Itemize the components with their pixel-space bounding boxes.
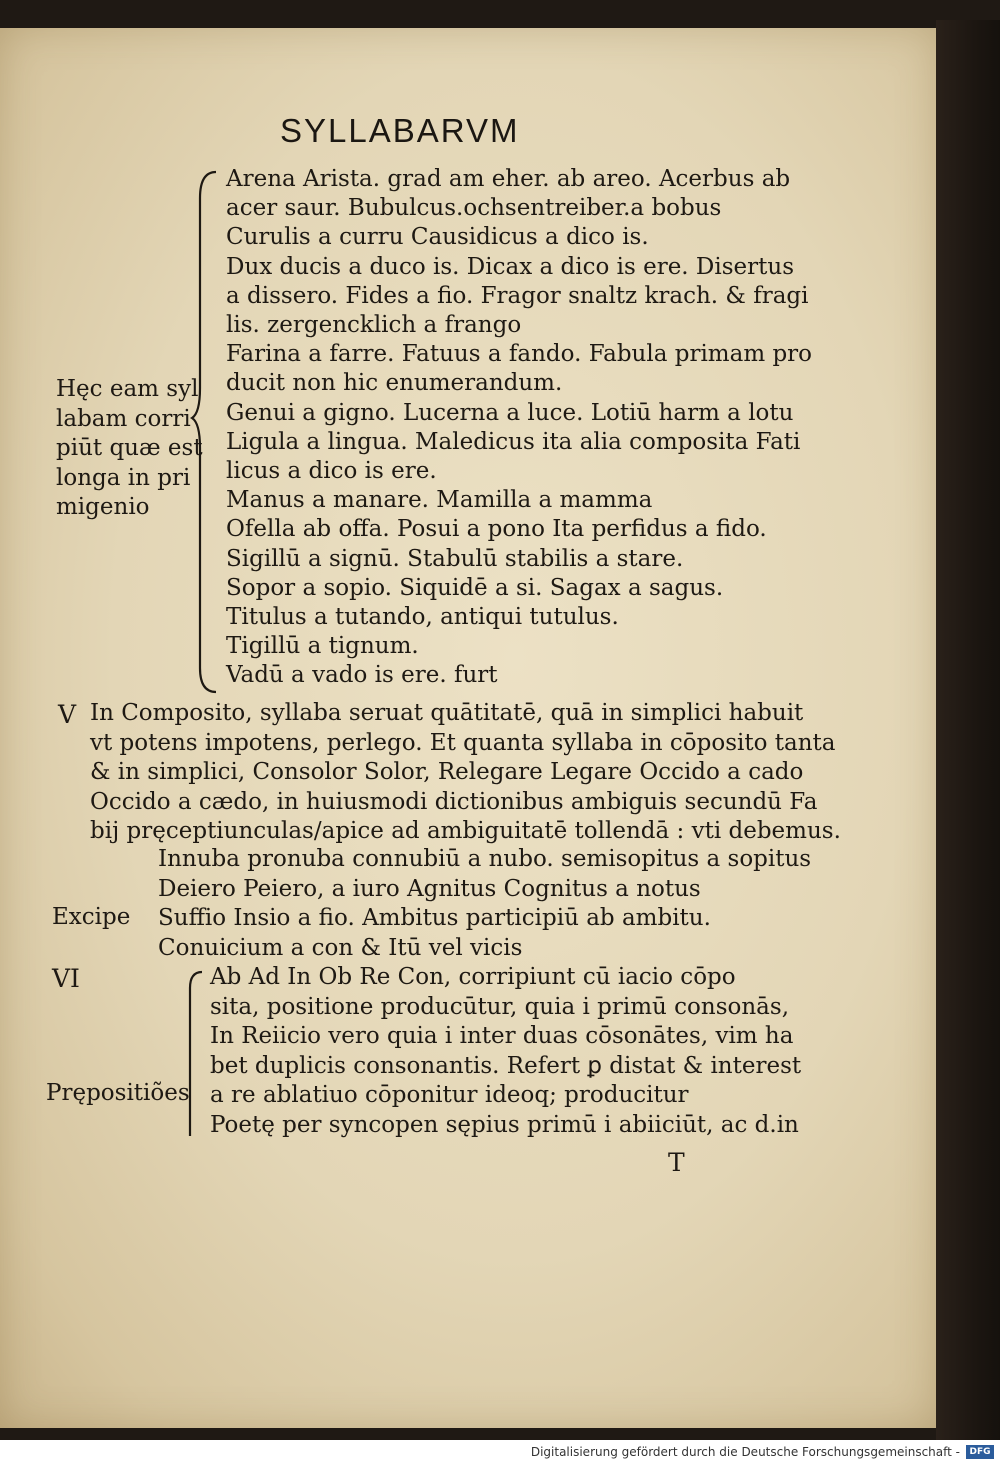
prepositiones-label: Prępositiões bbox=[46, 1080, 190, 1106]
section-vi-numeral: VI bbox=[52, 964, 80, 993]
margin-note-line: longa in pri bbox=[56, 464, 191, 491]
text-line: In Reiicio vero quia i inter duas cōsonātes, vim ha bbox=[210, 1023, 794, 1049]
text-line: Curulis a curru Causidicus a dico is. bbox=[226, 224, 649, 251]
margin-note-line: piūt quæ est bbox=[56, 435, 203, 461]
margin-note-line: migenio bbox=[56, 494, 150, 520]
text-line: Genui a gigno. Lucerna a luce. Lotiū harm a lotu bbox=[226, 399, 794, 426]
section-vi-brace bbox=[182, 968, 206, 1140]
text-line: vt potens impotens, perlego. Et quanta syllaba in cōposito tanta bbox=[90, 729, 836, 756]
text-line: Suffio Insio a fio. Ambitus participiū ab ambitu. bbox=[158, 905, 711, 931]
text-line: bij pręceptiunculas/apice ad ambiguitatē tollendā : vti debemus. bbox=[90, 818, 841, 844]
text-line: lis. zergencklich a frango bbox=[226, 312, 522, 338]
signature-mark: T bbox=[668, 1148, 685, 1177]
text-line: Ab Ad In Ob Re Con, corripiunt cū iacio cōpo bbox=[210, 964, 736, 990]
text-line: & in simplici, Consolor Solor, Relegare Legare Occido a cado bbox=[90, 759, 804, 785]
margin-note-line: Hęc eam syl bbox=[56, 376, 199, 402]
margin-note-line: labam corri bbox=[56, 405, 191, 432]
text-line: ducit non hic enumerandum. bbox=[226, 370, 563, 397]
text-line: Sigillū a signū. Stabulū stabilis a stare. bbox=[226, 545, 684, 572]
text-line: Deiero Peiero, a iuro Agnitus Cognitus a notus bbox=[158, 875, 701, 902]
section-v-numeral: V bbox=[58, 700, 77, 729]
text-line: Titulus a tutando, antiqui tutulus. bbox=[226, 604, 619, 630]
text-line: acer saur. Bubulcus.ochsentreiber.a bobus bbox=[226, 195, 722, 222]
text-line: Ofella ab offa. Posui a pono Ita perfidus a fido. bbox=[226, 516, 767, 543]
text-line: Vadū a vado is ere. furt bbox=[226, 662, 498, 689]
footer-bar bbox=[0, 1440, 1000, 1465]
text-line: Poetę per syncopen sępius primū i abiiciūt, ac d.in bbox=[210, 1111, 799, 1138]
text-line: a dissero. Fides a fio. Fragor snaltz krach. & fragi bbox=[226, 282, 809, 309]
text-line: Ligula a lingua. Maledicus ita alia composita Fati bbox=[226, 428, 801, 455]
page-edge bbox=[936, 20, 1000, 1440]
text-line: Innuba pronuba connubiū a nubo. semisopitus a sopitus bbox=[158, 846, 812, 872]
text-line: Arena Arista. grad am eher. ab areo. Acerbus ab bbox=[226, 166, 791, 192]
text-line: Tigillū a tignum. bbox=[226, 633, 419, 660]
text-line: licus a dico is ere. bbox=[226, 458, 437, 484]
excipe-label: Excipe bbox=[52, 904, 131, 930]
text-line: a re ablatiuo cōponitur ideoq; producitur bbox=[210, 1082, 689, 1108]
text-line: Farina a farre. Fatuus a fando. Fabula primam pro bbox=[226, 341, 813, 368]
text-line: In Composito, syllaba seruat quātitatē, quā in simplici habuit bbox=[90, 700, 804, 726]
text-line: sita, positione producūtur, quia i primū consonās, bbox=[210, 993, 790, 1020]
text-line: Occido a cædo, in huiusmodi dictionibus ambiguis secundū Fa bbox=[90, 788, 818, 815]
text-line: Dux ducis a duco is. Dicax a dico is ere. Disertus bbox=[226, 253, 794, 280]
funding-note: Digitalisierung gefördert durch die Deutsche Forschungsgemeinschaft - bbox=[530, 1445, 960, 1459]
text-line: Sopor a sopio. Siquidē a si. Sagax a sagus. bbox=[226, 574, 724, 601]
left-brace bbox=[190, 168, 220, 698]
running-title: SYLLABARVM bbox=[280, 112, 520, 149]
text-line: bet duplicis consonantis. Refert ꝑ distat & interest bbox=[210, 1052, 802, 1079]
text-line: Conuicium a con & Itū vel vicis bbox=[158, 934, 523, 961]
dfg-logo: DFG bbox=[966, 1445, 994, 1459]
text-line: Manus a manare. Mamilla a mamma bbox=[226, 487, 653, 514]
